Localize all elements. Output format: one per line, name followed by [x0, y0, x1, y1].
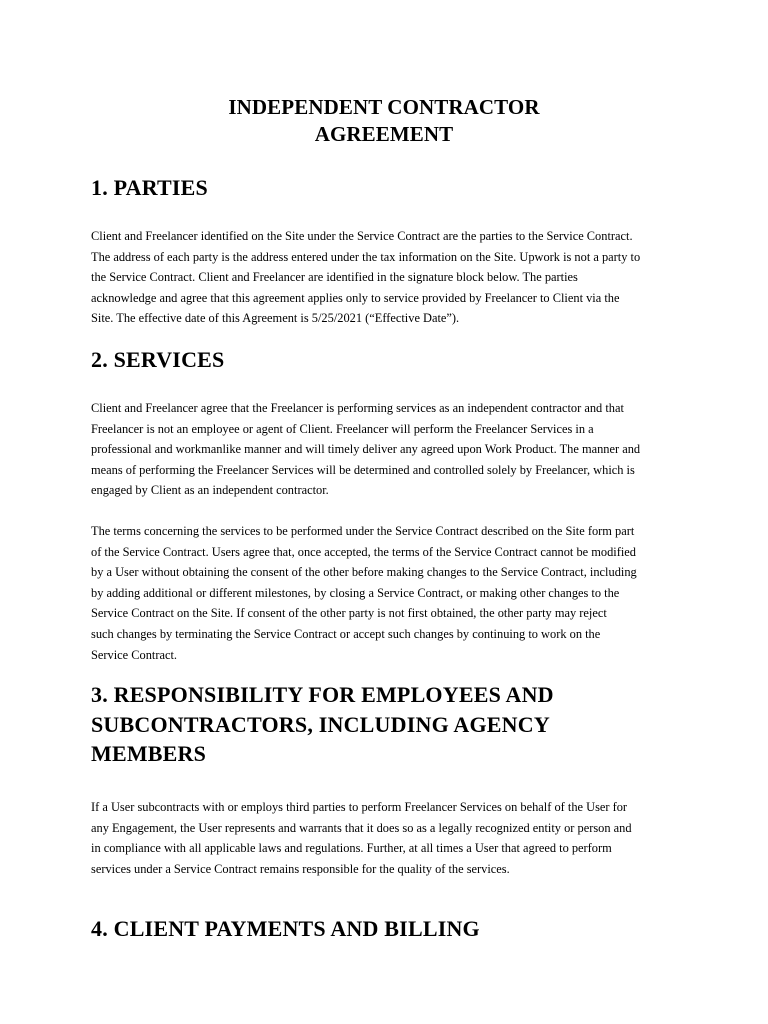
- paragraph-line: Client and Freelancer identified on the Site under the Service Contract are the parties to the Service Contract.: [91, 229, 633, 243]
- paragraph-line: The address of each party is the address entered under the tax information on the Site. Upwork is not a party to: [91, 249, 641, 264]
- heading-line: SUBCONTRACTORS, INCLUDING AGENCY: [91, 711, 550, 737]
- heading-line: 3. RESPONSIBILITY FOR EMPLOYEES AND: [91, 682, 554, 707]
- paragraph-line: by adding additional or different milestones, by closing a Service Contract, or making other changes to the: [91, 585, 620, 600]
- section-paragraph: [91, 398, 691, 501]
- paragraph-line: acknowledge and agree that this agreement applies only to service provided by Freelancer to Client via the: [91, 290, 620, 305]
- section-heading-parties: 1. PARTIES: [91, 175, 208, 200]
- paragraph-line: Client and Freelancer agree that the Freelancer is performing services as an independent contractor and that: [91, 401, 624, 415]
- paragraph-line: Site. The effective date of this Agreement is 5/25/2021 (“Effective Date”).: [91, 311, 460, 326]
- document-title-line: INDEPENDENT CONTRACTOR: [228, 95, 540, 119]
- paragraph-line: in compliance with all applicable laws and regulations. Further, at all times a User that agreed to perform: [91, 841, 612, 856]
- paragraph-line: services under a Service Contract remains responsible for the quality of the services.: [91, 861, 510, 876]
- section-paragraph: [91, 797, 691, 879]
- paragraph-line: by a User without obtaining the consent of the other before making changes to the Service Contract, including: [91, 565, 637, 580]
- document-title-line: AGREEMENT: [314, 122, 454, 146]
- paragraph-line: If a User subcontracts with or employs third parties to perform Freelancer Services on behalf of the User for: [91, 800, 628, 814]
- paragraph-line: the Service Contract. Client and Freelancer are identified in the signature block below. The parties: [91, 270, 578, 285]
- paragraph-line: The terms concerning the services to be performed under the Service Contract described on the Site form part: [91, 524, 635, 538]
- section-heading-services: 2. SERVICES: [91, 347, 225, 372]
- paragraph-line: means of performing the Freelancer Services will be determined and controlled solely by Freelancer, which is: [91, 462, 635, 477]
- section-paragraph: [91, 226, 691, 329]
- section-heading-responsibility: [91, 680, 581, 769]
- paragraph-line: engaged by Client as an independent contractor.: [91, 483, 329, 498]
- heading-line: MEMBERS: [91, 741, 207, 766]
- section-paragraph: [91, 521, 691, 665]
- paragraph-line: any Engagement, the User represents and warrants that it does so as a legally recognized entity or person and: [91, 820, 632, 835]
- paragraph-line: of the Service Contract. Users agree that, once accepted, the terms of the Service Contract cannot be modified: [91, 544, 636, 559]
- document-title: [0, 94, 768, 148]
- paragraph-line: professional and workmanlike manner and will timely deliver any agreed upon Work Product. The manner and: [91, 442, 641, 457]
- paragraph-line: Freelancer is not an employee or agent of Client. Freelancer will perform the Freelancer Services in a: [91, 421, 594, 436]
- paragraph-line: Service Contract on the Site. If consent of the other party is not first obtained, the other party may reject: [91, 606, 607, 621]
- paragraph-line: Service Contract.: [91, 647, 178, 662]
- paragraph-line: such changes by terminating the Service Contract or accept such changes by continuing to work on the: [91, 626, 601, 641]
- section-heading-client-payments: 4. CLIENT PAYMENTS AND BILLING: [91, 916, 480, 941]
